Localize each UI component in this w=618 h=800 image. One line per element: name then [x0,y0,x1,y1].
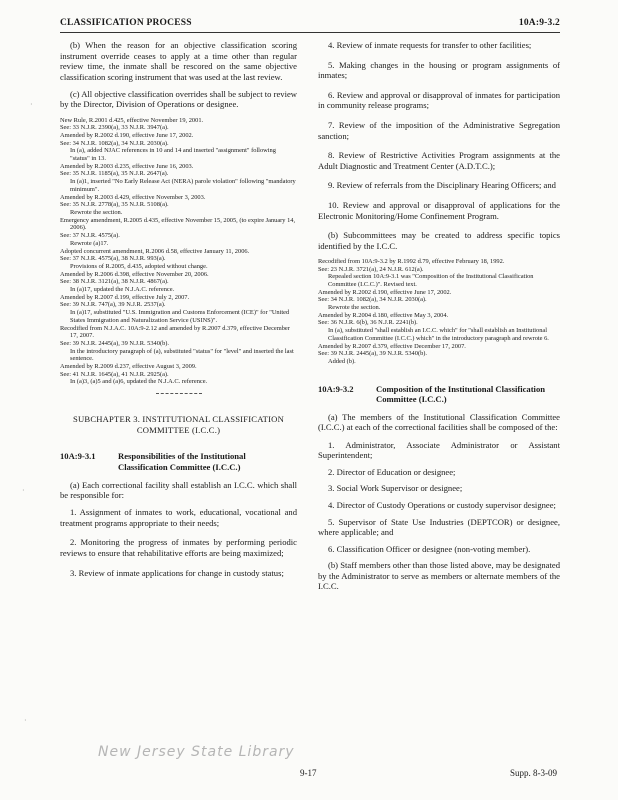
margin-mark: · [30,100,33,109]
history-note: In (a), added NJAC references in 10 and 14 and inserted "assignment" following "status" in 13. [70,147,276,163]
history-note: Recodified from N.J.A.C. 10A:9-2.12 and amended by R.2007 d.379, effective December 17, 2007. [60,324,290,340]
history-note: See: 39 N.J.R. 2445(a), 39 N.J.R. 5340(b). [318,350,427,358]
history-note: See: 33 N.J.R. 2390(a), 33 N.J.R. 3947(a). [60,124,169,132]
history-note: Amended by R.2006 d.398, effective November 20, 2006. [60,270,209,278]
section-number: 10A:9-3.1 [60,451,96,462]
list-item: 5. Making changes in the housing or program assignments of inmates; [318,59,560,81]
history-note: Amended by R.2002 d.190, effective June 17, 2002. [60,131,194,139]
list-item: 2. Monitoring the progress of inmates by performing periodic reviews to ensure that rehabilitative efforts are being maximized; [60,537,297,559]
header-section-number: 10A:9-3.2 [518,18,560,28]
history-note: See: 38 N.J.R. 3121(a), 38 N.J.R. 4867(a). [60,278,169,286]
history-note: Recodified from 10A:9-3.2 by R.1992 d.79, effective February 18, 1992. [318,257,505,265]
margin-mark: · [24,716,27,725]
paragraph-c: (c) All objective classification overrides shall be subject to review by the Director, Division of Operations or designee. [60,88,297,110]
list-item: 6. Classification Officer or designee (non-voting member). [328,543,531,554]
list-item: 3. Social Work Supervisor or designee; [328,483,463,494]
header-title: CLASSIFICATION PROCESS [60,18,192,28]
list-item: 4. Review of inmate requests for transfer to other facilities; [328,40,532,50]
list-item: 9. Review of referrals from the Disciplinary Hearing Officers; and [328,180,556,191]
history-note: See: 35 N.J.R. 2778(a), 35 N.J.R. 5108(a). [60,201,169,209]
history-note: Amended by R.2004 d.180, effective May 3, 2004. [318,311,449,319]
history-note: Amended by R.2009 d.237, effective August 3, 2009. [60,363,197,371]
history-note: See: 37 N.J.R. 4575(a), 38 N.J.R. 993(a). [60,255,166,263]
history-note: Repealed section 10A:9-3.1 was "Composition of the Institutional Classification Committee (I.C.C.)". Revised text. [328,273,534,288]
history-note: See: 39 N.J.R. 747(a), 39 N.J.R. 2537(a). [60,301,166,309]
section-number: 10A:9-3.2 [318,383,354,394]
supplement-date: Supp. 8-3-09 [510,768,557,778]
history-note: In the introductory paragraph of (a), substituted "status" for "level" and inserted the last sentence. [70,347,294,363]
list-item: 8. Review of Restrictive Activities Program assignments at the Adult Diagnostic and Treatment Center (A.D.T.C.); [318,150,560,171]
list-item: 5. Supervisor of State Use Industries (DEPTCOR) or designee, where applicable; and [318,516,560,538]
history-notes [318,258,560,366]
history-note: See: 39 N.J.R. 2445(a), 39 N.J.R. 5340(b). [60,339,169,347]
history-note: Amended by R.2003 d.429, effective November 3, 2003. [60,193,206,201]
history-note: Rewrote (a)17. [70,239,109,247]
history-note: Amended by R.2003 d.235, effective June 16, 2003. [60,162,194,170]
section-title: Composition of the Institutional Classification Committee (I.C.C.) [376,383,546,405]
history-note: Adopted concurrent amendment, R.2006 d.58, effective January 11, 2006. [60,247,250,255]
history-note: Amended by R.2007 d.379, effective December 17, 2007. [318,342,466,350]
section-title: Responsibilities of the Institutional Classification Committee (I.C.C.) [118,451,246,472]
list-item: 1. Administrator, Associate Administrator or Assistant Superintendent; [318,439,560,461]
page-number: 9-17 [300,768,317,778]
list-item: 10. Review and approval or disapproval of applications for the Electronic Monitoring/Home Confinement Program. [318,199,560,221]
left-column [60,40,297,587]
subchapter-heading: SUBCHAPTER 3. INSTITUTIONAL CLASSIFICATION COMMITTEE (I.C.C.) [73,414,284,435]
history-note: In (a)3, (a)5 and (a)6, updated the N.J.A.C. reference. [70,378,208,386]
list-item: 2. Director of Education or designee; [328,466,456,477]
section-intro: (a) The members of the Institutional Classification Committee (I.C.C.) at each of the correctional facilities shall be composed of the: [318,411,560,433]
right-column [318,40,560,599]
history-note: In (a), substituted "shall establish an I.C.C. which" for "shall establish an Institutional Classification Committee (I.C.C.) which" in the introductory paragraph and rewrote 6. [328,327,549,342]
history-note: Emergency amendment, R.2005 d.435, effective November 15, 2005, (to expire January 14, 2006). [60,216,296,232]
section-divider [156,393,202,394]
history-note: In (a)17, substituted "U.S. Immigration and Customs Enforcement (ICE)" for "United States Immigration and Naturalization Service (USINS)". [70,309,290,324]
list-item: 3. Review of inmate applications for change in custody status; [70,567,284,578]
history-note: See: 41 N.J.R. 1645(a), 41 N.J.R. 2925(a). [60,370,169,378]
history-note: See: 34 N.J.R. 1082(a), 34 N.J.R. 2030(a). [318,296,427,304]
history-notes [60,117,297,387]
history-note: New Rule, R.2001 d.425, effective November 19, 2001. [60,116,204,124]
running-header [60,16,560,33]
history-note: Amended by R.2002 d.190, effective June 17, 2002. [318,288,452,296]
paragraph-b: (b) Staff members other than those listed above, may be designated by the Administrator to serve as members or alternate members of the I.C.C. [318,560,560,592]
library-watermark-logo: New Jersey State Library [98,744,295,760]
history-note: Provisions of R.2005, d.435, adopted without change. [70,262,208,270]
history-note: In (a)17, updated the N.J.A.C. reference. [70,286,175,294]
list-item: 7. Review of the imposition of the Administrative Segregation sanction; [318,119,560,141]
history-note: Added (b). [328,357,356,365]
history-note: Rewrote the section. [70,209,123,216]
section-heading [318,384,560,405]
margin-mark: · [22,486,25,495]
list-item: 4. Director of Custody Operations or custody supervisor designee; [328,499,556,510]
list-item: 6. Review and approval or disapproval of inmates for participation in community release programs; [318,89,560,111]
paragraph-b: (b) When the reason for an objective classification scoring instrument override ceases to apply at a time other than regular review time, the inmate shall be rescored on the same objective classification scoring instrument that was used at the last review. [60,40,297,82]
history-note: See: 35 N.J.R. 1185(a), 35 N.J.R. 2647(a). [60,170,169,178]
history-note: Rewrote the section. [328,304,381,312]
history-note: See: 36 N.J.R. 6(b), 36 N.J.R. 2241(b). [318,319,418,327]
history-note: Amended by R.2007 d.199, effective July 2, 2007. [60,293,190,301]
history-note: In (a)1, inserted "No Early Release Act (NERA) parole violation" following "mandatory minimum". [70,178,296,193]
history-note: See: 37 N.J.R. 4575(a). [60,232,120,240]
history-note: See: 23 N.J.R. 3721(a), 24 N.J.R. 612(a). [318,265,424,273]
section-heading [60,451,297,472]
paragraph-b: (b) Subcommittees may be created to address specific topics identified by the I.C.C. [318,230,560,251]
section-intro: (a) Each correctional facility shall establish an I.C.C. which shall be responsible for: [60,479,297,501]
history-note: See: 34 N.J.R. 1082(a), 34 N.J.R. 2030(a). [60,139,169,147]
list-item: 1. Assignment of inmates to work, educational, vocational and treatment programs appropriate to their needs; [60,507,297,528]
